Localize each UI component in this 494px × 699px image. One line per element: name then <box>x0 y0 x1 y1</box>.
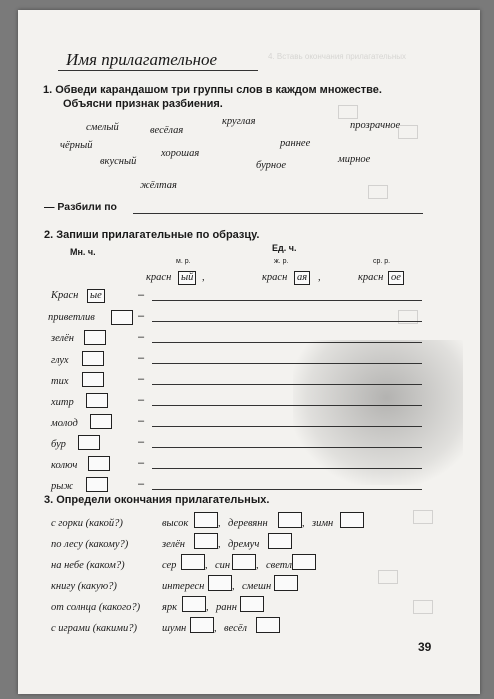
word-kruglaya[interactable]: круглая <box>222 116 256 127</box>
show-through-image <box>293 340 463 485</box>
word-yark: ярк <box>162 602 178 613</box>
ending-box[interactable] <box>274 575 298 591</box>
show-through-text: 4. Вставь окончания прилагательных <box>268 52 407 61</box>
row-dash: – <box>138 457 145 469</box>
word-sin: син <box>215 560 231 571</box>
question-1: с горки (какой?) <box>51 518 123 529</box>
ending-box[interactable] <box>82 372 104 387</box>
word-chernyj[interactable]: чёрный <box>60 140 93 151</box>
task1-answer-label: — Разбили по <box>44 201 117 213</box>
word-dremuch: дремуч <box>228 539 260 550</box>
gender-neuter: ср. р. <box>373 258 391 265</box>
row-dash: – <box>138 436 145 448</box>
sample-masc-stem: красн <box>146 272 172 283</box>
ending-box[interactable] <box>292 554 316 570</box>
word-zelen: зелён <box>162 539 185 550</box>
show-through-box <box>338 105 358 119</box>
answer-line[interactable] <box>152 426 422 427</box>
ending-box[interactable] <box>182 596 206 612</box>
ending-box[interactable] <box>111 310 133 325</box>
answer-line[interactable] <box>152 468 422 469</box>
show-through-box <box>378 570 398 584</box>
title-underline <box>58 70 258 71</box>
sample-fem-ending: ая <box>294 271 310 285</box>
show-through-box <box>413 600 433 614</box>
row-dash: – <box>138 415 145 427</box>
word-zheltaya[interactable]: жёлтая <box>140 180 177 191</box>
stem-molod: молод <box>51 418 78 429</box>
answer-line[interactable] <box>152 447 422 448</box>
ending-box[interactable] <box>268 533 292 549</box>
ending-box[interactable] <box>181 554 205 570</box>
ending-box[interactable] <box>86 477 108 492</box>
word-vesel: весёл <box>224 623 247 634</box>
task2-heading: 2. Запиши прилагательные по образцу. <box>44 229 260 241</box>
question-5: от солнца (какого?) <box>51 602 141 613</box>
stem-kolyuch: колюч <box>51 460 78 471</box>
word-mirnoe[interactable]: мирное <box>338 154 371 165</box>
word-rann: ранн <box>216 602 237 613</box>
comma: , <box>256 560 259 571</box>
ending-box[interactable] <box>82 351 104 366</box>
sample-neut-stem: красн <box>358 272 384 283</box>
stem-tikh: тих <box>51 376 69 387</box>
show-through-box <box>398 125 418 139</box>
comma: , <box>218 518 221 529</box>
show-through-box <box>368 185 388 199</box>
stem-glukh: глух <box>51 355 69 366</box>
answer-line[interactable] <box>152 384 422 385</box>
word-burnoe[interactable]: бурное <box>256 160 287 171</box>
row-dash: – <box>138 394 145 406</box>
stem-zelen: зелён <box>51 333 74 344</box>
ending-box[interactable] <box>194 533 218 549</box>
ending-box[interactable] <box>190 617 214 633</box>
question-6: с играми (какими?) <box>51 623 137 634</box>
sample-plural-stem: Красн <box>51 290 79 301</box>
task1-answer-line[interactable] <box>133 213 423 214</box>
ending-box[interactable] <box>194 512 218 528</box>
sample-fem-comma: , <box>318 272 321 283</box>
task3-heading: 3. Определи окончания прилагательных. <box>44 494 270 506</box>
answer-line[interactable] <box>152 342 422 343</box>
word-vysok: высок <box>162 518 189 529</box>
comma: , <box>214 623 217 634</box>
answer-line[interactable] <box>152 405 422 406</box>
question-3: на небе (каком?) <box>51 560 125 571</box>
ending-box[interactable] <box>240 596 264 612</box>
gender-feminine: ж. р. <box>274 258 289 265</box>
sample-fem-stem: красн <box>262 272 288 283</box>
ending-box[interactable] <box>86 393 108 408</box>
comma: , <box>302 518 305 529</box>
page-number: 39 <box>418 640 432 654</box>
answer-line[interactable] <box>152 300 422 301</box>
ending-box[interactable] <box>256 617 280 633</box>
answer-line[interactable] <box>152 489 422 490</box>
comma: , <box>232 581 235 592</box>
word-zimn: зимн <box>312 518 334 529</box>
stem-ryzh: рыж <box>51 481 74 492</box>
word-svetl: светл <box>266 560 292 571</box>
row-dash: – <box>138 478 145 490</box>
row-dash: – <box>138 289 145 301</box>
row-dash: – <box>138 373 145 385</box>
row-dash: – <box>138 331 145 343</box>
word-rannee[interactable]: раннее <box>280 138 311 149</box>
sample-masc-ending: ый <box>178 271 196 285</box>
answer-line[interactable] <box>152 321 422 322</box>
show-through-box <box>413 510 433 524</box>
row-dash: – <box>138 352 145 364</box>
word-veselaya[interactable]: весёлая <box>150 125 184 136</box>
gender-masculine: м. р. <box>176 258 191 265</box>
sample-plural-ending: ые <box>87 289 105 303</box>
comma: , <box>205 560 208 571</box>
col-singular-header: Ед. ч. <box>272 243 297 253</box>
stem-khitr: хитр <box>51 397 74 408</box>
sample-neut-ending: ое <box>388 271 404 285</box>
word-interesn: интересн <box>162 581 205 592</box>
sample-masc-comma: , <box>202 272 205 283</box>
comma: , <box>206 602 209 613</box>
stem-bur: бур <box>51 439 66 450</box>
ending-box[interactable] <box>84 330 106 345</box>
word-vkusnyj[interactable]: вкусный <box>100 156 137 167</box>
word-khoroshaya[interactable]: хорошая <box>161 148 200 159</box>
ending-box[interactable] <box>278 512 302 528</box>
word-prozrachnoe[interactable]: прозрачное <box>350 120 401 131</box>
question-2: по лесу (какому?) <box>51 539 129 550</box>
question-4: книгу (какую?) <box>51 581 117 592</box>
ending-box[interactable] <box>90 414 112 429</box>
word-ser: сер <box>162 560 177 571</box>
task1-heading: 1. Обведи карандашом три группы слов в каждом множестве. <box>43 84 382 96</box>
col-plural-header: Мн. ч. <box>70 247 96 257</box>
ending-box[interactable] <box>88 456 110 471</box>
ending-box[interactable] <box>340 512 364 528</box>
task1-subheading: Объясни признак разбиения. <box>63 98 223 110</box>
ending-box[interactable] <box>78 435 100 450</box>
stem-privetliv: приветлив <box>48 312 95 323</box>
word-shumn: шумн <box>162 623 187 634</box>
word-derevyann: деревянн <box>228 518 268 529</box>
ending-box[interactable] <box>208 575 232 591</box>
word-smeshn: смешн <box>242 581 272 592</box>
answer-line[interactable] <box>152 363 422 364</box>
row-dash: – <box>138 310 145 322</box>
word-smelyj[interactable]: смелый <box>86 122 119 133</box>
comma: , <box>218 539 221 550</box>
ending-box[interactable] <box>232 554 256 570</box>
workbook-page <box>18 10 480 694</box>
page-title: Имя прилагательное <box>66 50 218 69</box>
